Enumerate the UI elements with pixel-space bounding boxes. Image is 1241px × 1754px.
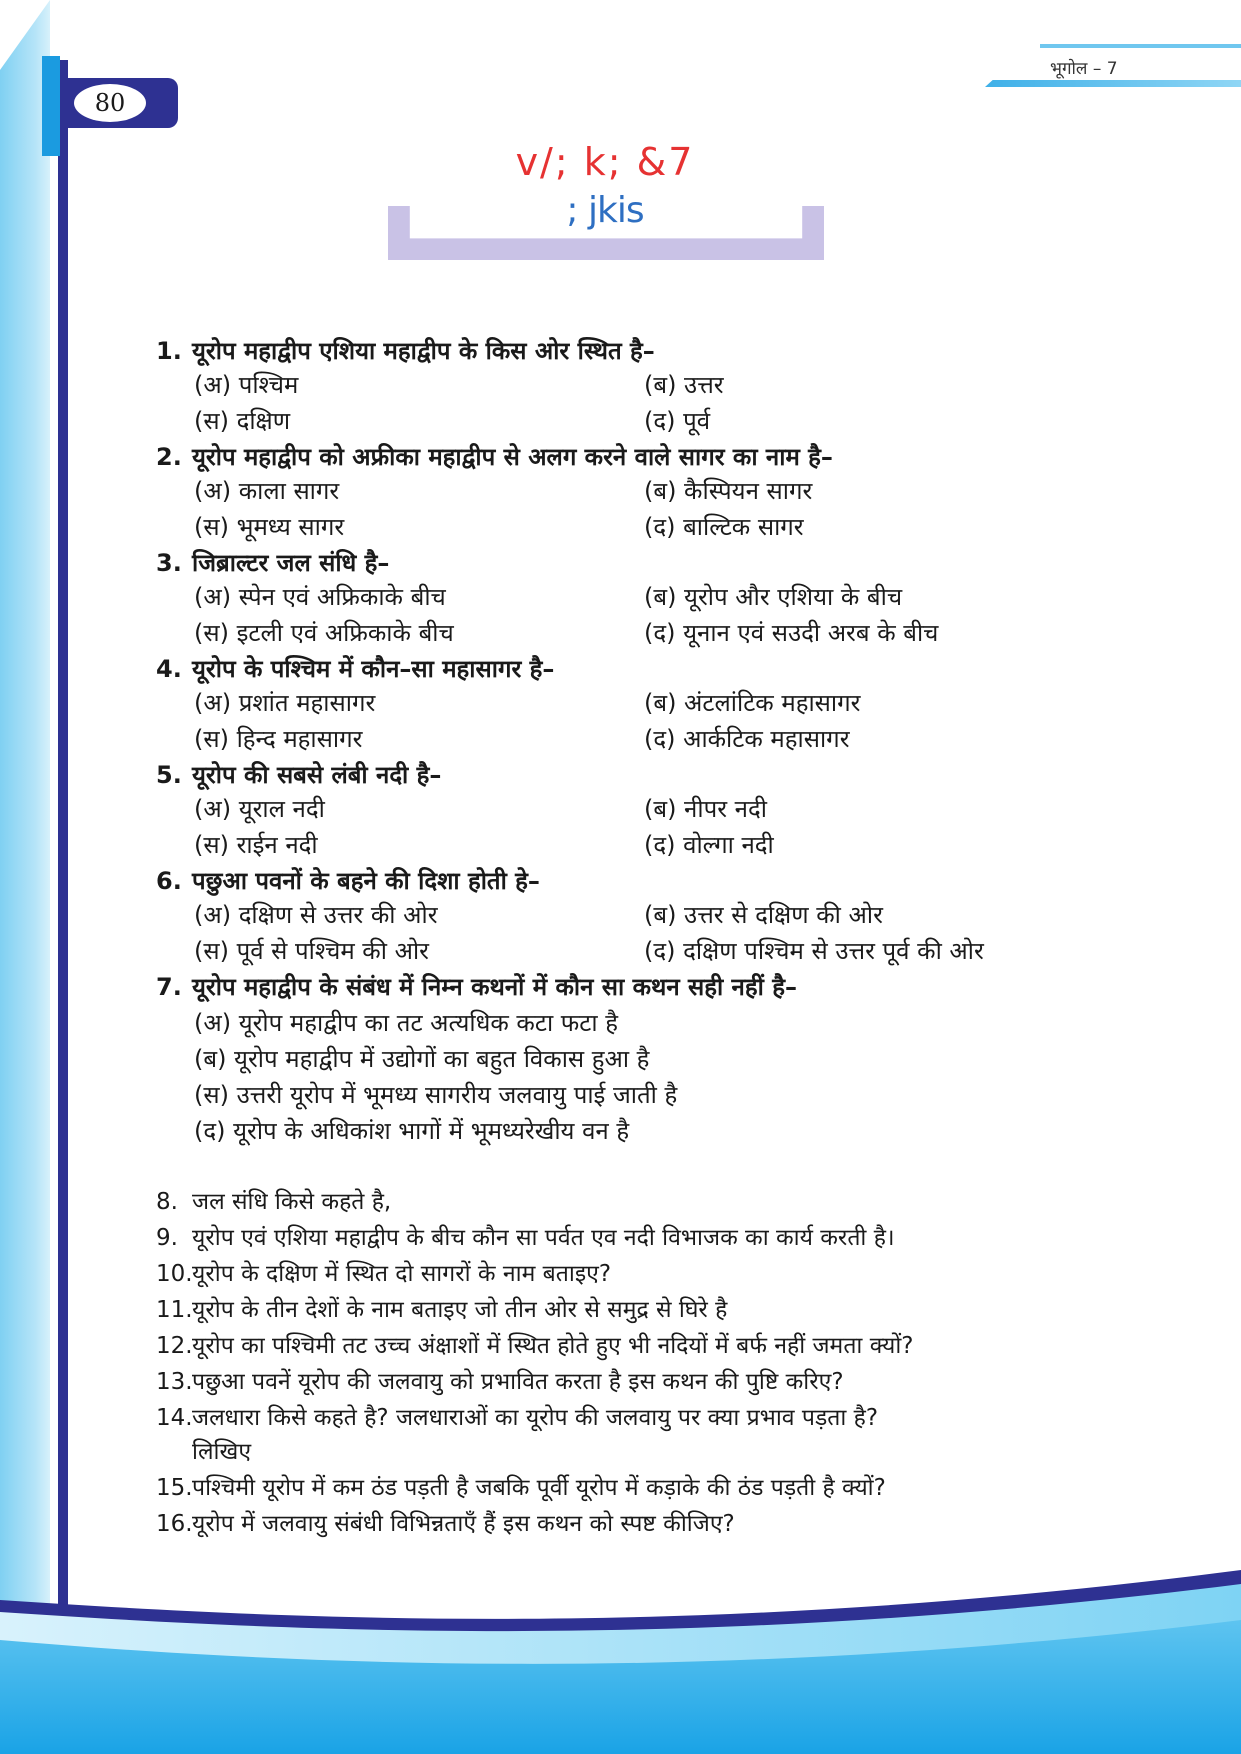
option: (अ) यूराल नदी (194, 795, 325, 823)
option: (ब) अंटलांटिक महासागर (644, 689, 861, 717)
question-number: 14. (156, 1405, 193, 1431)
option: (स) दक्षिण (194, 407, 291, 435)
option: (अ) स्पेन एवं अफ्रिकाके बीच (194, 583, 446, 611)
question-text: यूरोप के दक्षिण में स्थित दो सागरों के नाम बताइए? (192, 1261, 612, 1287)
question-3 (156, 546, 389, 579)
short-question-11 (156, 1292, 727, 1324)
option: (अ) यूरोप महाद्वीप का तट अत्यधिक कटा फटा है (194, 1009, 618, 1037)
short-question-12 (156, 1328, 914, 1360)
option: (स) भूमध्य सागर (194, 513, 345, 541)
option: (अ) दक्षिण से उत्तर की ओर (194, 901, 438, 929)
question-number: 3. (156, 549, 182, 577)
option: (ब) नीपर नदी (644, 795, 767, 823)
option: (द) दक्षिण पश्चिम से उत्तर पूर्व की ओर (644, 937, 984, 965)
question-number: 6. (156, 867, 182, 895)
question-text: यूरोप महाद्वीप एशिया महाद्वीप के किस ओर स्थित है– (192, 337, 655, 365)
question-text: यूरोप में जलवायु संबंधी विभिन्नताएँ हैं इस कथन को स्पष्ट कीजिए? (192, 1511, 735, 1537)
question-text: यूरोप की सबसे लंबी नदी है– (192, 761, 442, 789)
option: (द) वोल्गा नदी (644, 831, 774, 859)
option: (द) यूरोप के अधिकांश भागों में भूमध्यरेखीय वन है (194, 1117, 630, 1145)
question-number: 11. (156, 1297, 193, 1323)
option: (द) यूनान एवं सउदी अरब के बीच (644, 619, 939, 647)
question-number: 10. (156, 1261, 193, 1287)
left-decorative-band (0, 0, 50, 1754)
question-number: 1. (156, 337, 182, 365)
option: (ब) यूरोप और एशिया के बीच (644, 583, 903, 611)
option: (ब) यूरोप महाद्वीप में उद्योगों का बहुत विकास हुआ है (194, 1045, 650, 1073)
exercise-subtitle: ; jkis (566, 190, 644, 231)
short-question-13 (156, 1364, 844, 1396)
question-text: पछुआ पवनें यूरोप की जलवायु को प्रभावित करता है इस कथन की पुष्टि करिए? (192, 1369, 844, 1395)
question-text: यूरोप महाद्वीप को अफ्रीका महाद्वीप से अलग करने वाले सागर का नाम है– (192, 443, 833, 471)
question-text: जल संधि किसे कहते है, (192, 1189, 392, 1215)
option: (स) इटली एवं अफ्रिकाके बीच (194, 619, 454, 647)
question-4 (156, 652, 554, 685)
left-vertical-bar (58, 60, 68, 1620)
exercise-title: v/; k; &7 (515, 140, 695, 184)
option: (स) हिन्द महासागर (194, 725, 363, 753)
question-text: जलधारा किसे कहते है? जलधाराओं का यूरोप की जलवायु पर क्या प्रभाव पड़ता है? (192, 1405, 879, 1431)
page-number: 80 (74, 84, 146, 122)
option: (द) आर्कटिक महासागर (644, 725, 850, 753)
header-line-bottom (985, 80, 1241, 87)
option: (द) बाल्टिक सागर (644, 513, 804, 541)
short-question-10 (156, 1256, 611, 1288)
question-number: 4. (156, 655, 182, 683)
header-line-top (1040, 44, 1241, 48)
question-number: 12. (156, 1333, 193, 1359)
question-number: 8. (156, 1189, 178, 1215)
question-number: 13. (156, 1369, 193, 1395)
question-text: पछुआ पवनों के बहने की दिशा होती हे– (192, 867, 540, 895)
option: (ब) उत्तर से दक्षिण की ओर (644, 901, 883, 929)
page-tab-flag (42, 56, 60, 156)
short-question-14 (156, 1400, 878, 1432)
option: (ब) उत्तर (644, 371, 724, 399)
option: (द) पूर्व (644, 407, 711, 435)
short-question-8 (156, 1184, 391, 1216)
short-question-16 (156, 1506, 735, 1538)
short-question-9 (156, 1220, 895, 1252)
short-question-14-continuation: लिखिए (192, 1439, 252, 1465)
question-5 (156, 758, 441, 791)
option: (ब) कैस्पियन सागर (644, 477, 813, 505)
subject-label: भूगोल – 7 (1050, 59, 1118, 79)
option: (अ) प्रशांत महासागर (194, 689, 376, 717)
question-2 (156, 440, 833, 473)
question-number: 9. (156, 1225, 178, 1251)
question-text: यूरोप के पश्चिम में कौन–सा महासागर है– (192, 655, 555, 683)
question-1 (156, 334, 655, 367)
question-number: 16. (156, 1511, 193, 1537)
question-number: 5. (156, 761, 182, 789)
question-text: यूरोप के तीन देशों के नाम बताइए जो तीन ओर से समुद्र से घिरे है (192, 1297, 728, 1323)
question-text: जिब्राल्टर जल संधि है– (192, 549, 390, 577)
bottom-wave-decoration (0, 1560, 1241, 1754)
short-question-15 (156, 1470, 886, 1502)
option: (स) पूर्व से पश्चिम की ओर (194, 937, 429, 965)
question-7 (156, 970, 797, 1003)
question-text: पश्चिमी यूरोप में कम ठंड पड़ती है जबकि पूर्वी यूरोप में कड़ाके की ठंड पड़ती है क्यों? (192, 1475, 886, 1501)
question-number: 15. (156, 1475, 193, 1501)
question-text: यूरोप एवं एशिया महाद्वीप के बीच कौन सा पर्वत एव नदी विभाजक का कार्य करती है। (192, 1225, 895, 1251)
option: (स) उत्तरी यूरोप में भूमध्य सागरीय जलवायु पाई जाती है (194, 1081, 678, 1109)
question-number: 2. (156, 443, 182, 471)
question-text: यूरोप का पश्चिमी तट उच्च अंक्षाशों में स्थित होते हुए भी नदियों में बर्फ नहीं जमता क्यों? (192, 1333, 914, 1359)
option: (अ) काला सागर (194, 477, 340, 505)
question-6 (156, 864, 540, 897)
question-number: 7. (156, 973, 182, 1001)
option: (अ) पश्चिम (194, 371, 299, 399)
option: (स) राईन नदी (194, 831, 318, 859)
question-text: यूरोप महाद्वीप के संबंध में निम्न कथनों में कौन सा कथन सही नहीं है– (192, 973, 797, 1001)
